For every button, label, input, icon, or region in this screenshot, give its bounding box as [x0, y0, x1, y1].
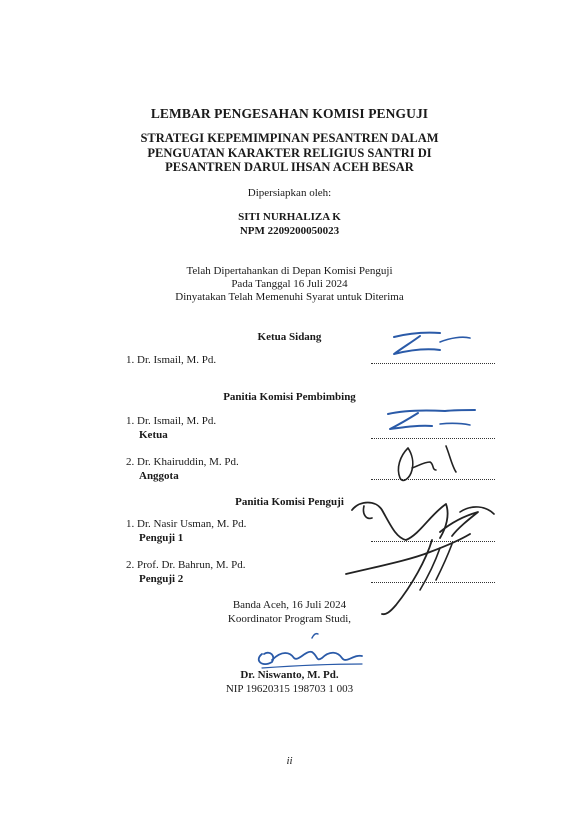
page-number: ii	[286, 755, 293, 767]
penguji-member-name: 1. Dr. Nasir Usman, M. Pd.	[126, 518, 247, 530]
student-npm: NPM 2209200050023	[239, 225, 340, 237]
pembimbing-member-name: 2. Dr. Khairuddin, M. Pd.	[126, 456, 239, 468]
coordinator-nip: NIP 19620315 198703 1 003	[225, 683, 354, 695]
coordinator-position: Koordinator Program Studi,	[227, 613, 352, 625]
page-title: LEMBAR PENGESAHAN KOMISI PENGUJI	[150, 106, 429, 121]
pembimbing-member-role: Ketua	[139, 429, 168, 441]
defense-line: Telah Dipertahankan di Depan Komisi Penguji	[186, 265, 393, 277]
pembimbing-heading: Panitia Komisi Pembimbing	[223, 391, 356, 403]
signature-line	[371, 582, 495, 583]
thesis-title	[0, 131, 579, 175]
ketua-sidang-member: 1. Dr. Ismail, M. Pd.	[126, 354, 217, 366]
signature-pembimbing-anggota	[398, 446, 456, 480]
thesis-title-line: PESANTREN DARUL IHSAN ACEH BESAR	[165, 160, 414, 174]
defense-line: Pada Tanggal 16 Juli 2024	[231, 278, 348, 290]
penguji-member-name: 2. Prof. Dr. Bahrun, M. Pd.	[126, 559, 246, 571]
defense-statement	[0, 265, 579, 304]
penguji-member-role: Penguji 1	[139, 532, 184, 544]
ketua-sidang-heading: Ketua Sidang	[257, 331, 322, 343]
thesis-title-line: PENGUATAN KARAKTER RELIGIUS SANTRI DI	[147, 145, 432, 160]
thesis-title-line: STRATEGI KEPEMIMPINAN PESANTREN DALAM	[140, 131, 439, 145]
signature-line	[371, 363, 495, 364]
coordinator-name: Dr. Niswanto, M. Pd.	[240, 669, 339, 681]
signature-line	[371, 438, 495, 439]
signature-pembimbing-ketua	[388, 410, 475, 429]
pembimbing-member-role: Anggota	[139, 470, 179, 482]
penguji-member-role: Penguji 2	[139, 573, 184, 585]
signature-coordinator	[259, 634, 362, 668]
defense-line: Dinyatakan Telah Memenuhi Syarat untuk Diterima	[175, 291, 404, 303]
signature-line	[371, 479, 495, 480]
place-date: Banda Aceh, 16 Juli 2024	[232, 599, 347, 611]
signature-line	[371, 541, 495, 542]
pembimbing-member-name: 1. Dr. Ismail, M. Pd.	[126, 415, 217, 427]
prepared-by-label: Dipersiapkan oleh:	[247, 187, 332, 199]
penguji-heading: Panitia Komisi Penguji	[235, 496, 344, 508]
student-name: SITI NURHALIZA K	[238, 211, 341, 223]
